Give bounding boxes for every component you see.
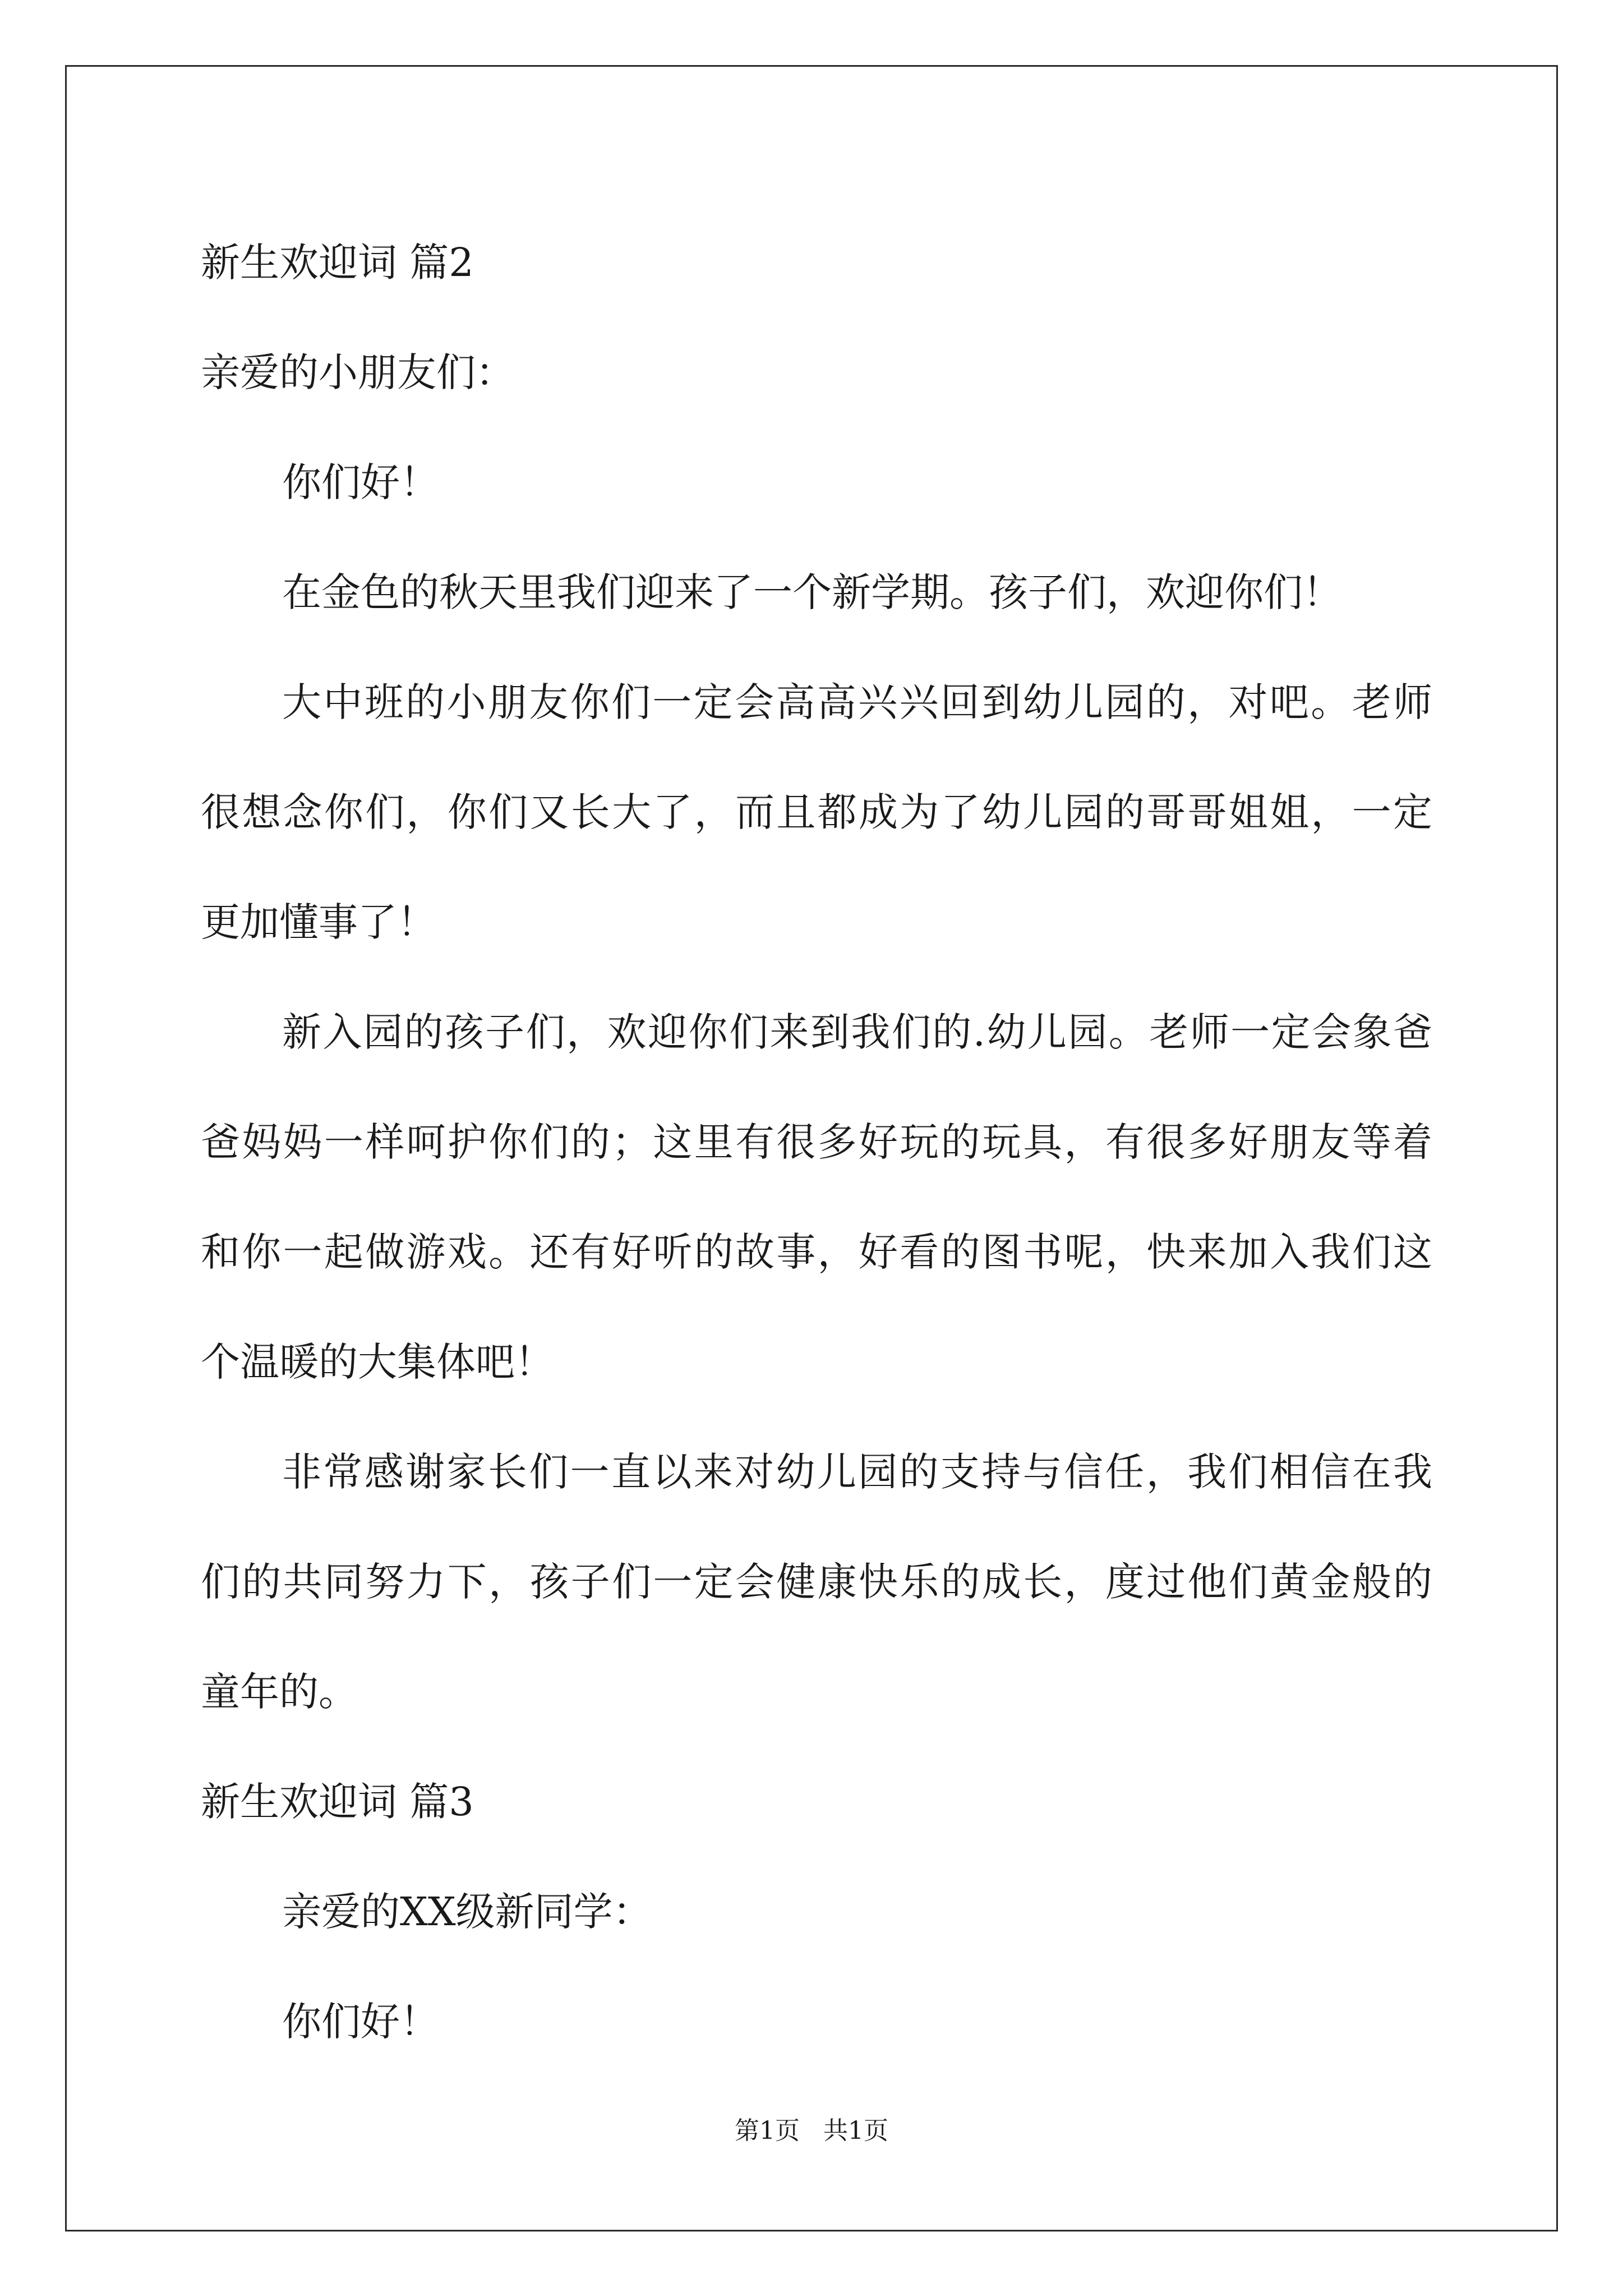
- paragraph-line: 更加懂事了！: [201, 899, 436, 945]
- paragraph-line: 大中班的小朋友你们一定会高高兴兴回到幼儿园的，对吧。老师: [282, 679, 1432, 725]
- paragraph-line: 新入园的孩子们，欢迎你们来到我们的.幼儿园。老师一定会象爸: [282, 1009, 1432, 1055]
- paragraph-line: 个温暖的大集体吧！: [201, 1339, 554, 1385]
- page-footer: 第1页 共1页: [735, 2116, 888, 2145]
- paragraph-line: 在金色的秋天里我们迎来了一个新学期。孩子们，欢迎你们！: [282, 569, 1342, 615]
- greeting-line: 你们好！: [282, 459, 439, 505]
- section-heading-3: 新生欢迎词 篇3: [201, 1779, 474, 1825]
- paragraph-line: 很想念你们，你们又长大了，而且都成为了幼儿园的哥哥姐姐，一定: [201, 789, 1432, 835]
- document-body: [201, 208, 1432, 2077]
- paragraph-line: 和你一起做游戏。还有好听的故事，好看的图书呢，快来加入我们这: [201, 1229, 1432, 1275]
- paragraph-line: 非常感谢家长们一直以来对幼儿园的支持与信任，我们相信在我: [282, 1449, 1432, 1495]
- paragraph-line: 童年的。: [201, 1669, 358, 1715]
- paragraph-line: 爸妈妈一样呵护你们的；这里有很多好玩的玩具，有很多好朋友等着: [201, 1119, 1432, 1165]
- section-heading-2: 新生欢迎词 篇2: [201, 240, 474, 286]
- greeting-line: 你们好！: [282, 1999, 439, 2045]
- salutation-line: 亲爱的XX级新同学：: [282, 1889, 652, 1935]
- salutation-line: 亲爱的小朋友们：: [201, 349, 515, 395]
- paragraph-line: 们的共同努力下，孩子们一定会健康快乐的成长，度过他们黄金般的: [201, 1559, 1432, 1605]
